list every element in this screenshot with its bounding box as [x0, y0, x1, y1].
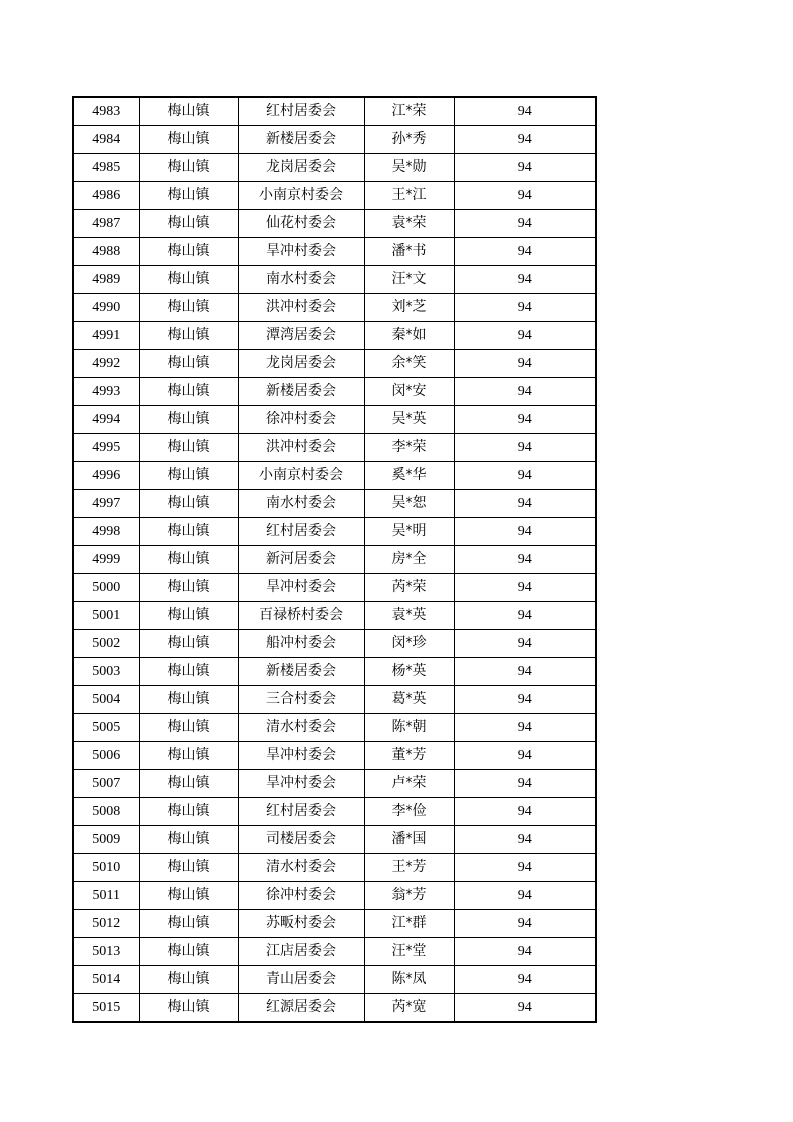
person-name-cell: 芮*宽 — [364, 994, 454, 1023]
row-number-cell: 4986 — [73, 182, 139, 210]
village-cell: 潭湾居委会 — [238, 322, 364, 350]
table-row — [73, 630, 596, 658]
person-name-cell: 潘*国 — [364, 826, 454, 854]
table-row — [73, 266, 596, 294]
table-row — [73, 686, 596, 714]
row-number-cell: 5007 — [73, 770, 139, 798]
person-name-cell: 李*俭 — [364, 798, 454, 826]
row-number-cell: 5001 — [73, 602, 139, 630]
person-name-cell: 葛*英 — [364, 686, 454, 714]
village-cell: 司楼居委会 — [238, 826, 364, 854]
score-cell: 94 — [454, 406, 596, 434]
row-number-cell: 4995 — [73, 434, 139, 462]
town-cell: 梅山镇 — [139, 546, 238, 574]
score-cell: 94 — [454, 210, 596, 238]
table-row — [73, 574, 596, 602]
score-cell: 94 — [454, 462, 596, 490]
row-number-cell: 4990 — [73, 294, 139, 322]
village-cell: 红源居委会 — [238, 994, 364, 1023]
town-cell: 梅山镇 — [139, 798, 238, 826]
town-cell: 梅山镇 — [139, 462, 238, 490]
village-cell: 新楼居委会 — [238, 126, 364, 154]
village-cell: 苏畈村委会 — [238, 910, 364, 938]
village-cell: 旱冲村委会 — [238, 770, 364, 798]
person-name-cell: 闵*安 — [364, 378, 454, 406]
town-cell: 梅山镇 — [139, 126, 238, 154]
town-cell: 梅山镇 — [139, 714, 238, 742]
person-name-cell: 余*笑 — [364, 350, 454, 378]
town-cell: 梅山镇 — [139, 434, 238, 462]
table-row — [73, 658, 596, 686]
person-name-cell: 董*芳 — [364, 742, 454, 770]
town-cell: 梅山镇 — [139, 742, 238, 770]
person-name-cell: 陈*凤 — [364, 966, 454, 994]
row-number-cell: 4989 — [73, 266, 139, 294]
row-number-cell: 4999 — [73, 546, 139, 574]
village-cell: 洪冲村委会 — [238, 434, 364, 462]
score-cell: 94 — [454, 294, 596, 322]
table-row — [73, 854, 596, 882]
person-name-cell: 芮*荣 — [364, 574, 454, 602]
score-cell: 94 — [454, 238, 596, 266]
town-cell: 梅山镇 — [139, 97, 238, 126]
row-number-cell: 5014 — [73, 966, 139, 994]
row-number-cell: 4994 — [73, 406, 139, 434]
row-number-cell: 5000 — [73, 574, 139, 602]
score-cell: 94 — [454, 434, 596, 462]
person-name-cell: 吴*英 — [364, 406, 454, 434]
person-name-cell: 翁*芳 — [364, 882, 454, 910]
score-cell: 94 — [454, 350, 596, 378]
village-cell: 青山居委会 — [238, 966, 364, 994]
village-cell: 旱冲村委会 — [238, 574, 364, 602]
data-table — [72, 96, 597, 1023]
person-name-cell: 汪*堂 — [364, 938, 454, 966]
village-cell: 小南京村委会 — [238, 182, 364, 210]
table-row — [73, 490, 596, 518]
person-name-cell: 吴*勋 — [364, 154, 454, 182]
village-cell: 红村居委会 — [238, 798, 364, 826]
score-cell: 94 — [454, 546, 596, 574]
score-cell: 94 — [454, 97, 596, 126]
village-cell: 南水村委会 — [238, 266, 364, 294]
town-cell: 梅山镇 — [139, 406, 238, 434]
table-row — [73, 462, 596, 490]
score-cell: 94 — [454, 826, 596, 854]
row-number-cell: 5013 — [73, 938, 139, 966]
person-name-cell: 陈*朝 — [364, 714, 454, 742]
town-cell: 梅山镇 — [139, 294, 238, 322]
row-number-cell: 4987 — [73, 210, 139, 238]
row-number-cell: 4998 — [73, 518, 139, 546]
table-row — [73, 434, 596, 462]
table-body — [73, 97, 596, 1022]
score-cell: 94 — [454, 154, 596, 182]
person-name-cell: 江*群 — [364, 910, 454, 938]
row-number-cell: 5002 — [73, 630, 139, 658]
village-cell: 旱冲村委会 — [238, 238, 364, 266]
person-name-cell: 袁*英 — [364, 602, 454, 630]
score-cell: 94 — [454, 742, 596, 770]
village-cell: 龙岗居委会 — [238, 154, 364, 182]
person-name-cell: 王*江 — [364, 182, 454, 210]
town-cell: 梅山镇 — [139, 490, 238, 518]
score-cell: 94 — [454, 994, 596, 1023]
village-cell: 船冲村委会 — [238, 630, 364, 658]
town-cell: 梅山镇 — [139, 882, 238, 910]
town-cell: 梅山镇 — [139, 154, 238, 182]
village-cell: 新河居委会 — [238, 546, 364, 574]
table-row — [73, 938, 596, 966]
village-cell: 清水村委会 — [238, 714, 364, 742]
score-cell: 94 — [454, 966, 596, 994]
score-cell: 94 — [454, 882, 596, 910]
person-name-cell: 江*荣 — [364, 97, 454, 126]
town-cell: 梅山镇 — [139, 210, 238, 238]
table-row — [73, 294, 596, 322]
table-row — [73, 210, 596, 238]
row-number-cell: 5011 — [73, 882, 139, 910]
score-cell: 94 — [454, 602, 596, 630]
score-cell: 94 — [454, 518, 596, 546]
town-cell: 梅山镇 — [139, 630, 238, 658]
table-row — [73, 154, 596, 182]
town-cell: 梅山镇 — [139, 658, 238, 686]
village-cell: 洪冲村委会 — [238, 294, 364, 322]
village-cell: 小南京村委会 — [238, 462, 364, 490]
person-name-cell: 闵*珍 — [364, 630, 454, 658]
score-cell: 94 — [454, 770, 596, 798]
person-name-cell: 孙*秀 — [364, 126, 454, 154]
town-cell: 梅山镇 — [139, 602, 238, 630]
table-row — [73, 518, 596, 546]
town-cell: 梅山镇 — [139, 182, 238, 210]
town-cell: 梅山镇 — [139, 686, 238, 714]
village-cell: 百禄桥村委会 — [238, 602, 364, 630]
town-cell: 梅山镇 — [139, 994, 238, 1023]
row-number-cell: 5015 — [73, 994, 139, 1023]
town-cell: 梅山镇 — [139, 826, 238, 854]
table-row — [73, 770, 596, 798]
score-cell: 94 — [454, 714, 596, 742]
village-cell: 徐冲村委会 — [238, 406, 364, 434]
table-row — [73, 602, 596, 630]
village-cell: 龙岗居委会 — [238, 350, 364, 378]
row-number-cell: 5006 — [73, 742, 139, 770]
village-cell: 三合村委会 — [238, 686, 364, 714]
town-cell: 梅山镇 — [139, 938, 238, 966]
row-number-cell: 4983 — [73, 97, 139, 126]
village-cell: 徐冲村委会 — [238, 882, 364, 910]
table-row — [73, 966, 596, 994]
village-cell: 红村居委会 — [238, 97, 364, 126]
village-cell: 清水村委会 — [238, 854, 364, 882]
score-cell: 94 — [454, 378, 596, 406]
table-row — [73, 798, 596, 826]
person-name-cell: 汪*文 — [364, 266, 454, 294]
row-number-cell: 4988 — [73, 238, 139, 266]
table-row — [73, 378, 596, 406]
score-cell: 94 — [454, 854, 596, 882]
row-number-cell: 5012 — [73, 910, 139, 938]
row-number-cell: 4992 — [73, 350, 139, 378]
row-number-cell: 5004 — [73, 686, 139, 714]
table-row — [73, 826, 596, 854]
table-row — [73, 182, 596, 210]
town-cell: 梅山镇 — [139, 770, 238, 798]
score-cell: 94 — [454, 686, 596, 714]
score-cell: 94 — [454, 126, 596, 154]
row-number-cell: 4993 — [73, 378, 139, 406]
village-cell: 南水村委会 — [238, 490, 364, 518]
person-name-cell: 潘*书 — [364, 238, 454, 266]
row-number-cell: 4985 — [73, 154, 139, 182]
score-cell: 94 — [454, 798, 596, 826]
village-cell: 新楼居委会 — [238, 378, 364, 406]
person-name-cell: 杨*英 — [364, 658, 454, 686]
town-cell: 梅山镇 — [139, 350, 238, 378]
row-number-cell: 5005 — [73, 714, 139, 742]
person-name-cell: 房*全 — [364, 546, 454, 574]
person-name-cell: 秦*如 — [364, 322, 454, 350]
table-row — [73, 742, 596, 770]
person-name-cell: 卢*荣 — [364, 770, 454, 798]
town-cell: 梅山镇 — [139, 266, 238, 294]
row-number-cell: 5009 — [73, 826, 139, 854]
score-cell: 94 — [454, 182, 596, 210]
score-cell: 94 — [454, 910, 596, 938]
person-name-cell: 王*芳 — [364, 854, 454, 882]
town-cell: 梅山镇 — [139, 910, 238, 938]
table-row — [73, 126, 596, 154]
table-row — [73, 350, 596, 378]
row-number-cell: 5010 — [73, 854, 139, 882]
row-number-cell: 5008 — [73, 798, 139, 826]
person-name-cell: 刘*芝 — [364, 294, 454, 322]
village-cell: 新楼居委会 — [238, 658, 364, 686]
table-row — [73, 714, 596, 742]
person-name-cell: 李*荣 — [364, 434, 454, 462]
table-row — [73, 910, 596, 938]
village-cell: 旱冲村委会 — [238, 742, 364, 770]
table-row — [73, 406, 596, 434]
table-row — [73, 546, 596, 574]
town-cell: 梅山镇 — [139, 854, 238, 882]
score-cell: 94 — [454, 266, 596, 294]
score-cell: 94 — [454, 490, 596, 518]
table-row — [73, 882, 596, 910]
town-cell: 梅山镇 — [139, 378, 238, 406]
table-row — [73, 322, 596, 350]
village-cell: 江店居委会 — [238, 938, 364, 966]
table-row — [73, 994, 596, 1023]
village-cell: 仙花村委会 — [238, 210, 364, 238]
town-cell: 梅山镇 — [139, 518, 238, 546]
person-name-cell: 吴*明 — [364, 518, 454, 546]
row-number-cell: 4996 — [73, 462, 139, 490]
person-name-cell: 奚*华 — [364, 462, 454, 490]
town-cell: 梅山镇 — [139, 574, 238, 602]
person-name-cell: 吴*恕 — [364, 490, 454, 518]
score-cell: 94 — [454, 938, 596, 966]
score-cell: 94 — [454, 658, 596, 686]
town-cell: 梅山镇 — [139, 322, 238, 350]
row-number-cell: 4997 — [73, 490, 139, 518]
row-number-cell: 4991 — [73, 322, 139, 350]
person-name-cell: 袁*荣 — [364, 210, 454, 238]
village-cell: 红村居委会 — [238, 518, 364, 546]
table-row — [73, 238, 596, 266]
town-cell: 梅山镇 — [139, 238, 238, 266]
score-cell: 94 — [454, 574, 596, 602]
score-cell: 94 — [454, 630, 596, 658]
row-number-cell: 4984 — [73, 126, 139, 154]
table-row — [73, 97, 596, 126]
town-cell: 梅山镇 — [139, 966, 238, 994]
row-number-cell: 5003 — [73, 658, 139, 686]
score-cell: 94 — [454, 322, 596, 350]
